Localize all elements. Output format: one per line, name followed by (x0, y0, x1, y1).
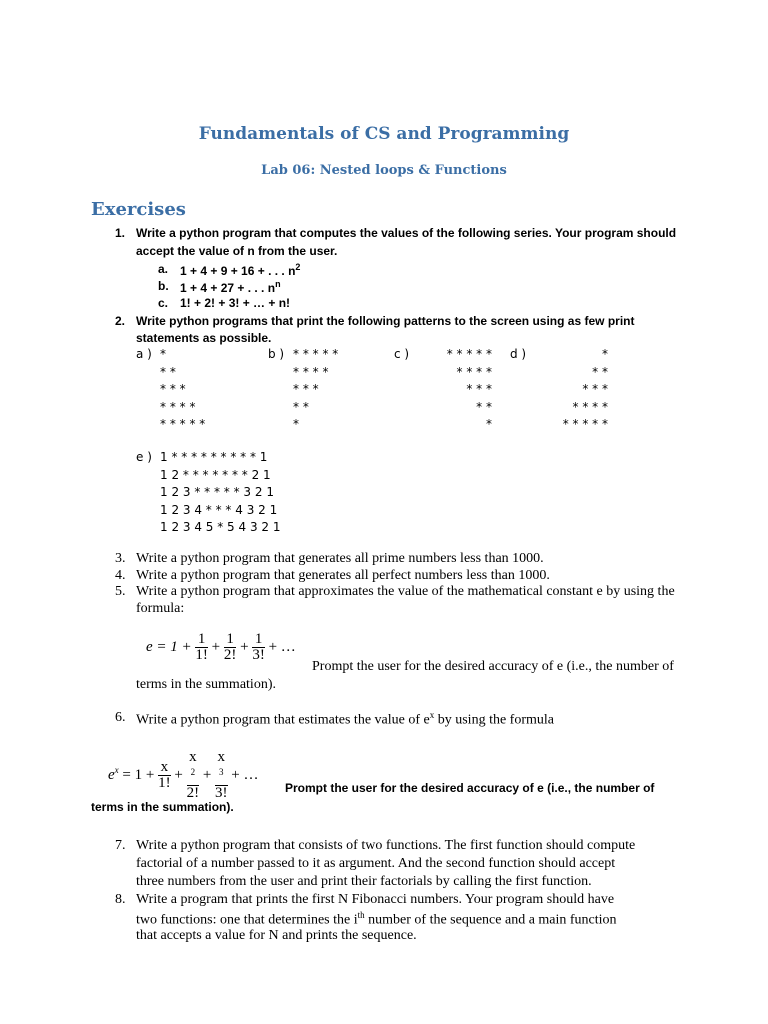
q3-text: Write a python program that generates all prime numbers less than 1000. (136, 551, 544, 566)
pattern-a-row: * (160, 347, 166, 361)
pattern-c (410, 346, 492, 434)
pattern-a-row: * * * * (160, 399, 196, 414)
q2-text-line1: Write python programs that print the following patterns to the screen using as few print (136, 314, 635, 328)
pattern-b-row: * * (293, 399, 309, 414)
pattern-a-row: * * * * * (160, 417, 206, 431)
pattern-label-a: a ) (136, 347, 152, 361)
pattern-d (520, 346, 608, 434)
q6-text: Write a python program that estimates the value of $e^x$ by using the formula (136, 710, 554, 728)
pattern-e-row: 1 2 3 4 5 * 5 4 3 2 1 (160, 520, 281, 534)
pattern-d-row: * * * (582, 382, 608, 396)
q8-text-line2: two functions: one that determines the $i^{th}$ number of the sequence and a main function (136, 910, 617, 928)
pattern-d-row: * (602, 347, 608, 361)
pattern-label-d: d ) (510, 347, 527, 361)
pattern-label-e: e ) (136, 450, 152, 464)
q7-text-line1: Write a python program that consists of two functions. The first function should compute (136, 838, 636, 853)
q1-text-line2: accept the value of n from the user. (136, 244, 338, 258)
q5-text-line1: Write a python program that approximates the value of the mathematical constant e by using the (136, 584, 675, 599)
pattern-c-row: * * * (466, 382, 492, 396)
q8-text-line3: that accepts a value for N and prints the sequence. (136, 928, 417, 943)
q6-prompt-tail: terms in the summation). (91, 800, 234, 814)
pattern-b-row: * * * * (293, 364, 329, 379)
q2-text-line2: statements as possible. (136, 331, 272, 345)
ex-series-formula: $e^x = 1$ + $\frac{x}{1!}$ + x $^2$ 2! + x $^3$ 3! + … (108, 749, 259, 801)
q4-text: Write a python program that generates all perfect numbers less than 1000. (136, 568, 550, 583)
pattern-c-row: * * (476, 399, 492, 414)
pattern-a (160, 346, 205, 434)
q5-text-line2: formula: (136, 601, 185, 616)
q5-prompt-tail: terms in the summation). (136, 677, 276, 692)
q6-number: 6. (115, 710, 126, 725)
pattern-a-row: * * * (160, 382, 186, 396)
q1-item-label-b: b. (158, 279, 169, 293)
q8-number: 8. (115, 892, 126, 907)
q1-item-b: 1 + 4 + 27 + . . . $n^n$ (180, 279, 281, 295)
pattern-d-row: * * (592, 364, 608, 379)
pattern-d-row: * * * * (572, 399, 608, 414)
q1-number: 1. (115, 226, 126, 240)
pattern-e-row: 1 * * * * * * * * * 1 (160, 450, 268, 464)
q7-text-line3: three numbers from the user and print their factorials by calling the first function. (136, 874, 592, 889)
pattern-b-row: * * * * * (293, 347, 339, 361)
q3-number: 3. (115, 551, 126, 566)
q1-text-line1: Write a python program that computes the values of the following series. Your program should (136, 226, 677, 240)
pattern-c-row: * * * * * (446, 347, 492, 361)
lab-subtitle: Lab 06: Nested loops & Functions (261, 163, 507, 178)
pattern-b (293, 346, 338, 434)
q1-item-c: 1! + 2! + 3! + … + n! (180, 296, 291, 310)
e-series-formula: e = 1 + $\frac{1}{1!}$ + $\frac{1}{2!}$ + $\frac{1}{3!}$ + … (146, 631, 296, 663)
pattern-c-row: * * * * (456, 364, 492, 379)
q1-item-label-a: a. (158, 262, 169, 276)
q7-number: 7. (115, 838, 126, 853)
q1-item-a: 1 + 4 + 9 + 16 + . . . $n^2$ (180, 262, 301, 278)
q6-prompt: Prompt the user for the desired accuracy of e (i.e., the number of (285, 781, 655, 795)
q8-text-line1: Write a program that prints the first N Fibonacci numbers. Your program should have (136, 892, 615, 907)
pattern-b-row: * * * (293, 382, 319, 396)
page-title: Fundamentals of CS and Programming (198, 124, 570, 144)
q5-prompt: Prompt the user for the desired accuracy of e (i.e., the number of (312, 659, 674, 674)
pattern-e-row: 1 2 * * * * * * * 2 1 (160, 467, 271, 482)
pattern-d-row: * * * * * (562, 417, 608, 431)
pattern-e (160, 449, 281, 537)
pattern-c-row: * (486, 417, 492, 431)
pattern-label-b: b ) (268, 347, 285, 361)
section-heading: Exercises (91, 199, 186, 220)
q2-number: 2. (115, 314, 126, 328)
q5-number: 5. (115, 584, 126, 599)
q7-text-line2: factorial of a number passed to it as argument. And the second function should accept (136, 856, 616, 871)
q1-item-label-c: c. (158, 296, 169, 310)
pattern-e-row: 1 2 3 4 * * * 4 3 2 1 (160, 502, 278, 517)
pattern-e-row: 1 2 3 * * * * * 3 2 1 (160, 485, 274, 499)
pattern-b-row: * (293, 417, 299, 431)
pattern-a-row: * * (160, 364, 176, 379)
q4-number: 4. (115, 568, 126, 583)
pattern-label-c: c ) (394, 347, 410, 361)
